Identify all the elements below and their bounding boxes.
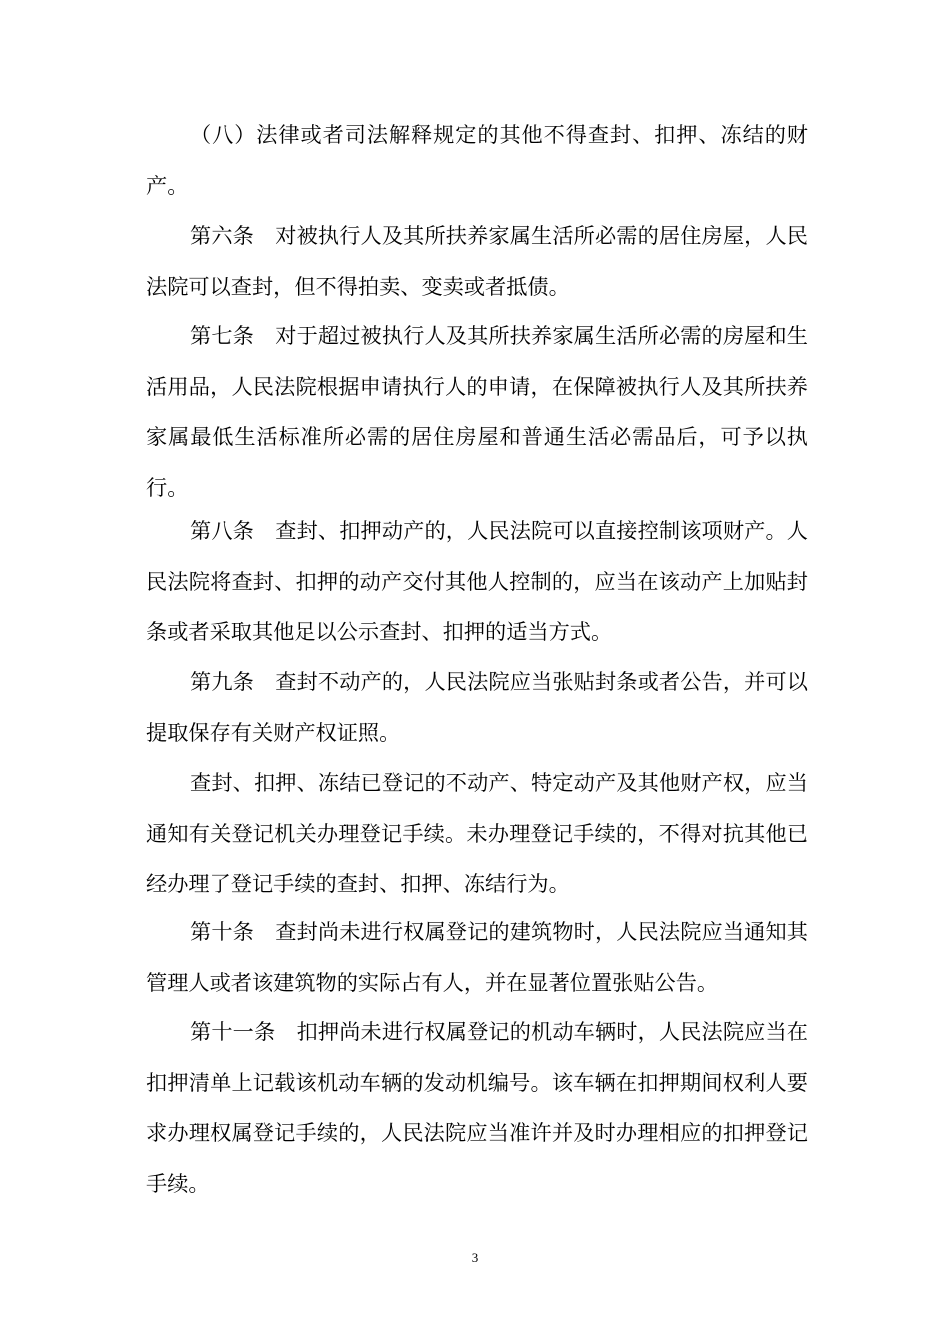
paragraph-item-8-clause: （八）法律或者司法解释规定的其他不得查封、扣押、冻结的财产。 bbox=[146, 122, 808, 198]
paragraph-article-7: 第七条 对于超过被执行人及其所扶养家属生活所必需的房屋和生活用品，人民法院根据申请执行人的申请，在保障被执行人及其所扶养家属最低生活标准所必需的居住房屋和普通生活必需品后，可予以执行。 bbox=[146, 323, 808, 500]
page-number: 3 bbox=[471, 1250, 479, 1265]
paragraph-article-8: 第八条 查封、扣押动产的，人民法院可以直接控制该项财产。人民法院将查封、扣押的动产交付其他人控制的，应当在该动产上加贴封条或者采取其他足以公示查封、扣押的适当方式。 bbox=[146, 518, 808, 644]
paragraph-article-11: 第十一条 扣押尚未进行权属登记的机动车辆时，人民法院应当在扣押清单上记载该机动车辆的发动机编号。该车辆在扣押期间权利人要求办理权属登记手续的，人民法院应当准许并及时办理相应的扣押登记手续。 bbox=[146, 1019, 808, 1196]
paragraph-article-10: 第十条 查封尚未进行权属登记的建筑物时，人民法院应当通知其管理人或者该建筑物的实际占有人，并在显著位置张贴公告。 bbox=[146, 919, 808, 995]
paragraph-article-6: 第六条 对被执行人及其所扶养家属生活所必需的居住房屋，人民法院可以查封，但不得拍卖、变卖或者抵债。 bbox=[146, 223, 808, 299]
paragraph-article-9-continued: 查封、扣押、冻结已登记的不动产、特定动产及其他财产权，应当通知有关登记机关办理登记手续。未办理登记手续的，不得对抗其他已经办理了登记手续的查封、扣押、冻结行为。 bbox=[146, 770, 808, 896]
paragraph-article-9: 第九条 查封不动产的，人民法院应当张贴封条或者公告，并可以提取保存有关财产权证照。 bbox=[146, 669, 808, 745]
